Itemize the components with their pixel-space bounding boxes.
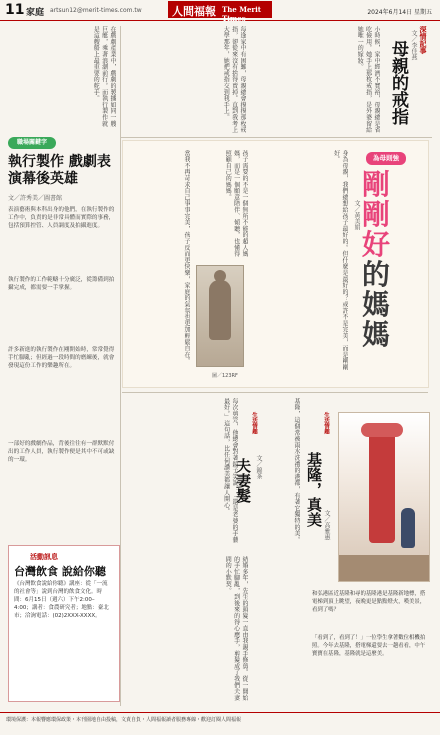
- lower-left-body: 每次剪完，他總會對著鏡子笑說：「還是老婆的手藝最好。」這句話，比任何讚美都讓人開心。: [222, 398, 238, 543]
- right-article-title: 基隆，真美: [305, 452, 323, 527]
- left-article-para-2: 執行製作的工作範疇十分廣泛，從籌備到拍攝完成，都需要一手掌握。: [8, 277, 115, 292]
- contact-email[interactable]: artsun12@merit-times.com.tw: [50, 7, 142, 14]
- right-article-tag: 生活情趣: [323, 412, 329, 434]
- column-title: 母親的戒指: [388, 40, 408, 125]
- column-tag: 深情記事: [419, 26, 427, 54]
- event-text: 《台灣飲食說給你聽》講座：從「一流的社會等」說到台灣的飲食文化。時間：6月15日（週六）下午2:00–4:00；講者：食農研究者；地點：臺北市；洽詢電話：(02)2XXX-XXXX。: [14, 581, 109, 619]
- masthead-logo: [168, 1, 272, 23]
- divider: [122, 392, 428, 393]
- left-article-title: 執行製作 戲劇表演幕後英雄: [8, 154, 111, 187]
- feature-title: [362, 168, 410, 351]
- right-article-photo: [338, 412, 430, 582]
- mother-figure: [209, 280, 231, 340]
- column-body-1: 小時候，家中經濟不寬裕，母親總是省吃儉用。她手上那枚戒指，是外婆留給她唯一的嫁妝。: [356, 26, 380, 134]
- feature-photo-caption: 圖／123RF: [212, 373, 238, 379]
- feature-author: 文／黃美娟: [353, 200, 360, 230]
- right-article-author: 文／高雅惠: [323, 510, 330, 540]
- child-figure: [401, 508, 415, 548]
- lighthouse-tower: [369, 433, 395, 543]
- feature-body-3: 當我不再苛求自己事事完美，孩子反而更快樂，家庭的氣氛也更加輕鬆自在。: [183, 150, 190, 365]
- photo-ground: [339, 555, 429, 581]
- right-article-caption-2: 「看到了，看到了！」一位學生拿著數位相機拍照。今年去基隆，搭電梯還要去一趟看看，中午寶寶在基隆，基隆就是這麼美。: [312, 635, 426, 657]
- feature-body-1: 身為母親，我們總想給孩子最好的。但什麼是最好的？或許不是完美，而是剛剛好。: [332, 150, 348, 371]
- page-footer: 環境保護：本報響應環保政策・本刊園地自由投稿，文責自負・人間福報讀者服務專線・歡迎訂閱人間福報: [0, 712, 440, 726]
- logo-chinese: 人間福報: [172, 5, 216, 18]
- left-article-byline: 文／許秀美／圖書館: [8, 195, 63, 202]
- mid-article-body: 結婚多年，先生的頭髮一直由我親手修剪。從一開始的手忙腳亂，到後來的得心應手，剪髮成了我們夫妻間的小默契。: [224, 556, 248, 701]
- column-author: 文／李佳燕: [410, 30, 417, 60]
- feature-photo: [196, 265, 244, 367]
- column-body-2: 每逢家中有困難，母親總會摸摸那枚戒指，卻從來沒有捨得賣掉。直到我考上大學那年，她把戒指交到我手上。: [222, 26, 246, 134]
- logo-english: The Merit Times: [222, 5, 261, 23]
- feature-title-highlight: 剛剛: [362, 168, 391, 231]
- mid-article-tag: 生活情趣: [251, 412, 257, 434]
- mid-article-author: 文／錦茶: [255, 455, 262, 479]
- page-number: 11: [5, 2, 25, 18]
- left-top-body: 在戲劇產業中，戲劇的製播如同一艘巨艇，乘著浪潮前行。而執行製作就是這艘船上最重要的舵手。: [92, 26, 116, 127]
- event-title: 台灣飲食 說給你聽: [14, 565, 106, 578]
- event-heading: 活動訊息: [30, 553, 58, 561]
- mid-right-body: 基隆，這個常被雨水洗禮的港都，有著它獨特的美。: [293, 398, 300, 543]
- left-article-para-3: 許多新進的執行製作在剛開始時，常常覺得手忙腳亂；但經過一段時間的磨練後，就會發現這份工作的樂趣所在。: [8, 347, 115, 370]
- left-article-tag: 職場關鍵字: [8, 137, 56, 149]
- feature-title-highlight-2: 好: [362, 228, 391, 261]
- feature-body-2: 孩子需要的不是一個無所不能的超人媽媽，而是一個願意陪伴、傾聽，也懂得照顧自己的媽媽。: [224, 150, 248, 258]
- issue-date: 2024年6月14日 星期五: [367, 9, 432, 16]
- divider: [120, 137, 432, 138]
- left-article-para-1: 表演藝術與本科出身的他們，在執行製作的工作中，負責的是非常具體而實際的事務，包括預算控管、人員調度及拍攝進度。: [8, 207, 115, 230]
- right-article-caption: 和弘港區近基隆和尋的基隆港是基隆新地標，搭電梯到頂上眺望，夜晚更是點點燈火，嘆美景，看到了嗎？: [312, 591, 426, 613]
- mid-article-title: 夫妻髮: [234, 458, 252, 503]
- feature-badge: 為母則強: [366, 152, 406, 165]
- feature-title-rest: 的媽媽: [362, 258, 391, 351]
- page-header: [0, 0, 440, 21]
- section-name: 家庭: [26, 8, 45, 18]
- left-article-para-4: 一部好的戲劇作品，背後往往有一群默默付出的工作人員，執行製作便是其中不可或缺的一環。: [8, 441, 115, 464]
- column-divider: [120, 26, 121, 706]
